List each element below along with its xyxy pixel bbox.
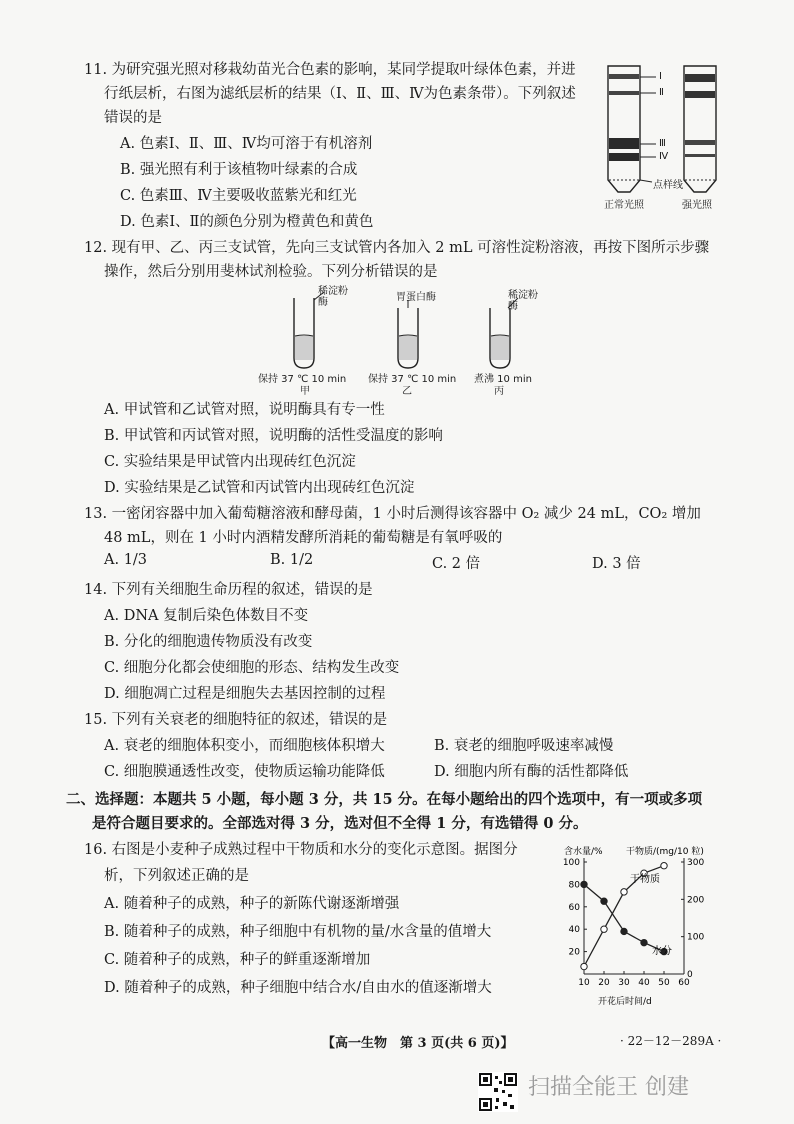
q12-option-c: C. 实验结果是甲试管内出现砖红色沉淀 [104, 454, 356, 470]
y-right-tick-label: 200 [687, 895, 705, 906]
q13-option-c: C. 2 倍 [432, 556, 481, 572]
q16-option-c: C. 随着种子的成熟，种子的鲜重逐渐增加 [104, 952, 371, 968]
band-right-4 [685, 154, 715, 157]
q15-option-d: D. 细胞内所有酶的活性都降低 [434, 764, 629, 780]
tube-bing-name: 丙 [494, 386, 504, 397]
q16-option-a: A. 随着种子的成熟，种子的新陈代谢逐渐增强 [104, 896, 400, 912]
x-tick-label: 40 [638, 978, 650, 988]
y-left-tick-label: 100 [562, 858, 580, 868]
section2-instructions-line2: 是符合题目要求的。全部选对得 3 分，选对但不全得 1 分，有选错得 0 分。 [92, 815, 588, 832]
band-right-3 [685, 140, 715, 145]
band-left-4 [609, 153, 639, 161]
q15-option-b: B. 衰老的细胞呼吸速率减慢 [434, 738, 614, 754]
q12-option-a: A. 甲试管和乙试管对照，说明酶具有专一性 [104, 402, 385, 418]
q14-option-a: A. DNA 复制后染色体数目不变 [104, 608, 309, 624]
dry-matter-point [661, 863, 667, 869]
tube-jia-name: 甲 [300, 386, 310, 397]
q13-option-a: A. 1/3 [104, 552, 148, 568]
y-right-tick-label: 0 [687, 970, 693, 980]
q16-seed-maturation-chart [560, 842, 710, 1012]
q15-option-c: C. 细胞膜通透性改变，使物质运输功能降低 [104, 764, 385, 780]
q12-stem-line1: 12. 现有甲、乙、丙三支试管，先向三支试管内各加入 2 mL 可溶性淀粉溶液，再按下图所示步骤 [84, 240, 710, 256]
x-tick-label: 60 [678, 978, 690, 988]
q12-stem-line2: 操作，然后分别用斐林试剂检验。下列分析错误的是 [104, 264, 438, 280]
y-right-tick-label: 100 [687, 932, 705, 943]
q11-option-c: C. 色素Ⅲ、Ⅳ主要吸收蓝紫光和红光 [120, 188, 357, 204]
q11-stem-line1: 11. 为研究强光照对移栽幼苗光合色素的影响，某同学提取叶绿体色素，并进 [84, 62, 576, 78]
y-left-tick-label: 60 [568, 902, 580, 913]
scanner-watermark: 扫描全能王 创建 [528, 1075, 689, 1100]
band-right-1 [685, 74, 715, 82]
band-label-4: Ⅳ [659, 151, 669, 162]
y-left-tick-label: 80 [568, 880, 580, 891]
dry-matter-point [601, 926, 607, 932]
q13-stem-line2: 48 mL，则在 1 小时内酒精发酵所消耗的葡萄糖是有氧呼吸的 [104, 530, 503, 546]
page-code: · 22－12－289A · [620, 1034, 722, 1048]
tube-jia-reagent: 稀淀粉酶 [318, 286, 348, 308]
series-label-water: 水分 [652, 946, 672, 957]
chart-y-left-label: 含水量/% [564, 847, 603, 857]
band-right-2 [685, 91, 715, 98]
origin-line-label: 点样线 [653, 180, 683, 191]
x-tick-label: 30 [618, 978, 630, 988]
band-label-1: Ⅰ [659, 71, 662, 82]
q15-option-a: A. 衰老的细胞体积变小，而细胞核体积增大 [104, 738, 385, 754]
q11-stem-line3: 错误的是 [104, 110, 162, 126]
water-point [641, 939, 647, 945]
tube-yi-name: 乙 [402, 386, 412, 397]
band-left-2 [609, 91, 639, 95]
q12-option-d: D. 实验结果是乙试管和丙试管内出现砖红色沉淀 [104, 480, 415, 496]
q11-option-d: D. 色素Ⅰ、Ⅱ的颜色分别为橙黄色和黄色 [120, 214, 374, 230]
tube-label-strong-light: 强光照 [682, 200, 712, 211]
q13-option-b: B. 1/2 [270, 552, 314, 568]
q14-option-d: D. 细胞凋亡过程是细胞失去基因控制的过程 [104, 686, 386, 702]
qr-code-icon [478, 1072, 518, 1112]
band-label-3: Ⅲ [659, 138, 666, 149]
page-footer-title: 【高一生物 第 3 页(共 6 页)】 [322, 1036, 514, 1051]
q11-option-b: B. 强光照有利于该植物叶绿素的合成 [120, 162, 358, 178]
tube-yi-condition: 保持 37 ℃ 10 min [368, 374, 457, 385]
water-point [581, 881, 587, 887]
tube-jia-condition: 保持 37 ℃ 10 min [258, 374, 347, 385]
tube-bing-condition: 煮沸 10 min [474, 374, 532, 385]
q16-option-b: B. 随着种子的成熟，种子细胞中有机物的量/水含量的值增大 [104, 924, 492, 940]
x-tick-label: 20 [598, 978, 610, 988]
y-left-tick-label: 20 [568, 947, 580, 958]
band-left-1 [609, 74, 639, 79]
band-left-3 [609, 138, 639, 149]
q11-stem-line2: 行纸层析，右图为滤纸层析的结果（Ⅰ、Ⅱ、Ⅲ、Ⅳ为色素条带）。下列叙述 [104, 86, 576, 102]
q13-stem-line1: 13. 一密闭容器中加入葡萄糖溶液和酵母菌，1 小时后测得该容器中 O₂ 减少 24 mL，CO₂ 增加 [84, 506, 701, 522]
water-point [601, 898, 607, 904]
q14-option-c: C. 细胞分化都会使细胞的形态、结构发生改变 [104, 660, 400, 676]
q16-stem-line1: 16. 右图是小麦种子成熟过程中干物质和水分的变化示意图。据图分 [84, 842, 518, 858]
tube-yi-reagent: 胃蛋白酶 [396, 292, 436, 303]
q14-option-b: B. 分化的细胞遗传物质没有改变 [104, 634, 313, 650]
q15-stem: 15. 下列有关衰老的细胞特征的叙述，错误的是 [84, 712, 388, 728]
dry-matter-point [621, 889, 627, 895]
tube-bing-reagent: 稀淀粉酶 [508, 290, 538, 312]
section2-instructions-line1: 二、选择题：本题共 5 小题，每小题 3 分，共 15 分。在每小题给出的四个选项中，有一项或多项 [66, 791, 703, 808]
x-tick-label: 50 [658, 978, 670, 988]
q16-stem-line2: 析，下列叙述正确的是 [104, 868, 249, 884]
y-right-tick-label: 300 [687, 858, 705, 868]
chart-x-label: 开花后时间/d [598, 997, 652, 1007]
dry-matter-point [581, 963, 587, 969]
water-point [621, 928, 627, 934]
tube-label-normal-light: 正常光照 [604, 200, 644, 211]
q16-option-d: D. 随着种子的成熟，种子细胞中结合水/自由水的值逐渐增大 [104, 980, 492, 996]
q12-option-b: B. 甲试管和丙试管对照，说明酶的活性受温度的影响 [104, 428, 443, 444]
series-label-dry-matter: 干物质 [630, 874, 660, 885]
band-label-2: Ⅱ [659, 87, 664, 98]
q14-stem: 14. 下列有关细胞生命历程的叙述，错误的是 [84, 582, 373, 598]
x-tick-label: 10 [578, 978, 590, 988]
chart-y-right-label: 干物质/(mg/10 粒) [626, 847, 704, 857]
q11-option-a: A. 色素Ⅰ、Ⅱ、Ⅲ、Ⅳ均可溶于有机溶剂 [120, 136, 373, 152]
y-left-tick-label: 40 [568, 925, 580, 936]
q13-option-d: D. 3 倍 [592, 556, 641, 572]
